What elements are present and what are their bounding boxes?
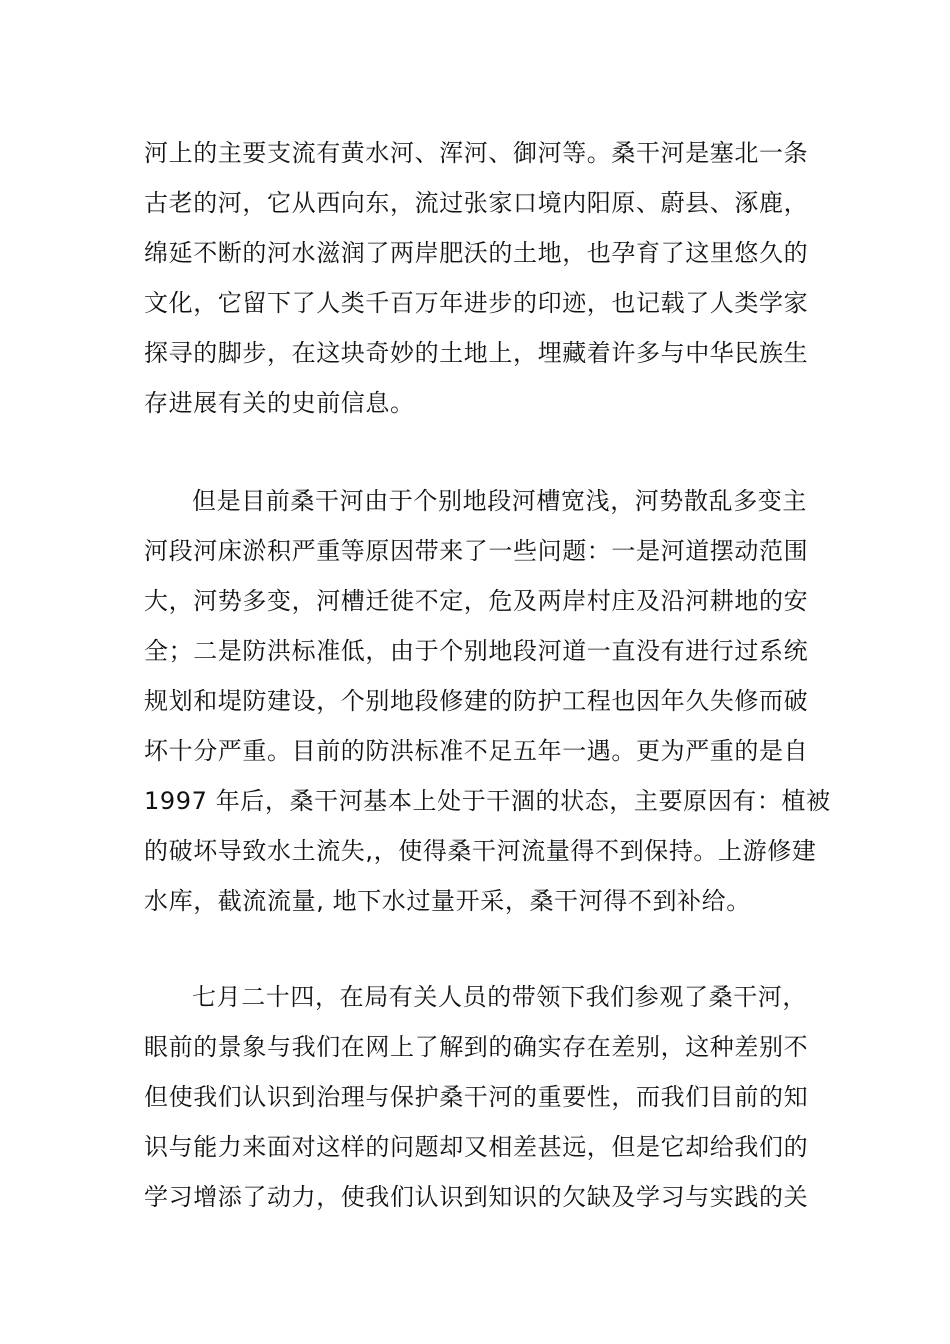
paragraph-line: 存进展有关的史前信息。 — [144, 389, 415, 417]
paragraph-2 — [144, 476, 831, 926]
paragraph-line: 但是目前桑干河由于个别地段河槽宽浅，河势散乱多变主 — [192, 487, 807, 515]
paragraph-line: 眼前的景象与我们在网上了解到的确实存在差别，这种差别不 — [144, 1033, 809, 1061]
paragraph-line: 识与能力来面对这样的问题却又相差甚远，但是它却给我们的 — [144, 1133, 809, 1161]
paragraph-line: 的破坏导致水土流失,，使得桑干河流量得不到保持。上游修建 — [144, 837, 817, 865]
paragraph-line: 坏十分严重。目前的防洪标准不足五年一遇。更为严重的是自 — [144, 737, 809, 765]
paragraph-line: 文化，它留下了人类千百万年进步的印迹，也记载了人类学家 — [144, 289, 809, 317]
paragraph-1 — [144, 128, 809, 428]
paragraph-line: 水库，截流流量, 地下水过量开采，桑干河得不到补给。 — [144, 887, 751, 915]
paragraph-line: 学习增添了动力，使我们认识到知识的欠缺及学习与实践的关 — [144, 1183, 809, 1211]
paragraph-line: 河段河床淤积严重等原因带来了一些问题：一是河道摆动范围 — [144, 537, 809, 565]
paragraph-line: 七月二十四，在局有关人员的带领下我们参观了桑干河， — [192, 983, 807, 1011]
paragraph-line: 1997 年后，桑干河基本上处于干涸的状态，主要原因有：植被 — [144, 787, 831, 815]
paragraph-line: 但使我们认识到治理与保护桑干河的重要性，而我们目前的知 — [144, 1083, 809, 1111]
paragraph-line: 绵延不断的河水滋润了两岸肥沃的土地，也孕育了这里悠久的 — [144, 239, 809, 267]
paragraph-line: 古老的河，它从西向东，流过张家口境内阳原、蔚县、涿鹿， — [144, 189, 809, 217]
paragraph-line: 河上的主要支流有黄水河、浑河、御河等。桑干河是塞北一条 — [144, 139, 809, 167]
paragraph-line: 大，河势多变，河槽迁徙不定，危及两岸村庄及沿河耕地的安 — [144, 587, 809, 615]
paragraph-line: 探寻的脚步，在这块奇妙的土地上，埋藏着许多与中华民族生 — [144, 339, 809, 367]
paragraph-line: 全；二是防洪标准低，由于个别地段河道一直没有进行过系统 — [144, 637, 809, 665]
paragraph-line: 规划和堤防建设，个别地段修建的防护工程也因年久失修而破 — [144, 687, 809, 715]
paragraph-3 — [144, 972, 809, 1222]
